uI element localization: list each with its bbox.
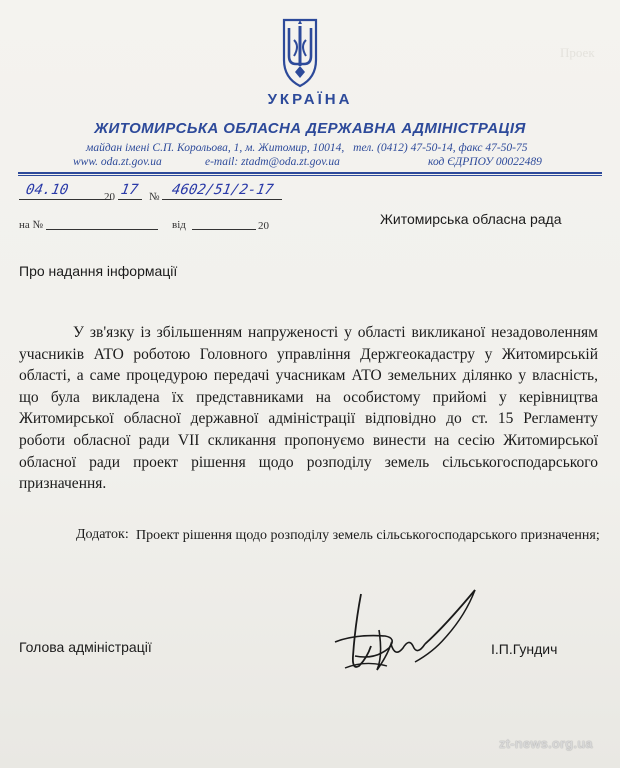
website-link[interactable]: www. oda.zt.gov.ua	[73, 156, 162, 168]
number-underline	[162, 199, 282, 200]
email-link[interactable]: e-mail: ztadm@oda.zt.gov.ua	[205, 156, 340, 168]
addressee: Житомирська обласна рада	[380, 211, 562, 227]
header-contacts	[73, 156, 543, 168]
handwritten-date: 04.10	[24, 182, 70, 198]
number-sign: №	[149, 191, 160, 203]
reference-underline	[46, 229, 158, 230]
header-divider-thin	[18, 175, 602, 176]
handwritten-number: 4602/51/2-17	[170, 182, 275, 198]
date-underline	[19, 199, 111, 200]
header-divider	[18, 172, 602, 174]
trident-emblem-icon	[278, 16, 322, 88]
reference-year: 20	[258, 220, 269, 232]
signatory-name: І.П.Гундич	[491, 641, 558, 657]
header-address	[86, 142, 527, 154]
subject-line: Про надання інформації	[19, 263, 178, 279]
year-underline	[118, 199, 142, 200]
letter-body: У зв'язку із збільшенням напруженості у області викликаної незадоволенням учасників АТО роботою Головного управління Держгеокадастру у Житомирській області, а саме процедурою передачі учасникам АТО земельних ділянко у власність, що була викладена їх представниками на особистому прийомі у керівництва Житомирської обласної державної адміністрації відповідно до ст. 15 Регламенту роботи обласної ради VII скликання пропонуємо винести на сесію Житомирської обласної ради проект рішення щодо розподілу земель сільськогосподарського призначення.	[19, 324, 598, 493]
reference-date-underline	[192, 229, 256, 230]
reference-prefix: на №	[19, 219, 44, 231]
show-through-text	[40, 230, 43, 246]
handwritten-signature-icon	[325, 586, 485, 682]
reference-from: від	[172, 219, 186, 231]
header-country: УКРАЇНА	[267, 91, 353, 108]
edrpou-code: код ЄДРПОУ 00022489	[428, 156, 542, 168]
attachment-text: Проект рішення щодо розподілу земель сільськогосподарського призначення;	[136, 528, 600, 543]
show-through-text: Проек	[560, 45, 595, 60]
signatory-title: Голова адміністрації	[19, 639, 152, 655]
year-prefix: 20	[104, 191, 115, 203]
handwritten-year: 17	[119, 182, 140, 198]
watermark-text: zt-news.org.ua	[499, 736, 593, 751]
phone-text: тел. (0412) 47-50-14, факс 47-50-75	[353, 142, 528, 154]
header-organization: ЖИТОМИРСЬКА ОБЛАСНА ДЕРЖАВНА АДМІНІСТРАЦІЯ	[94, 120, 526, 137]
address-text: майдан імені С.П. Корольова, 1, м. Житомир, 10014,	[86, 142, 345, 154]
attachment-label: Додаток:	[76, 527, 129, 542]
